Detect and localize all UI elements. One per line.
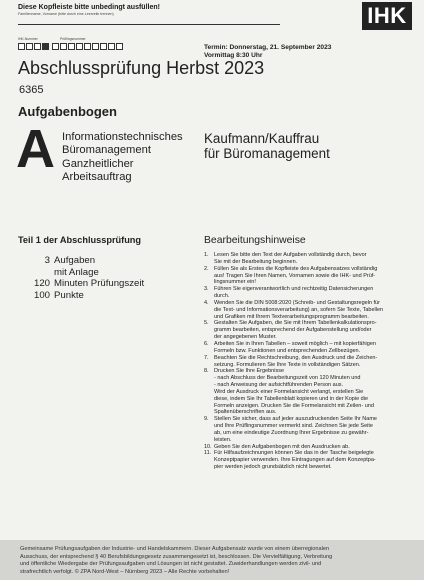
instruction-line: Spaltenüberschriften aus. (214, 409, 277, 416)
instruction-line: gramm bearbeiten, entsprechend der Aufgabenstellung und/oder (214, 327, 372, 334)
instruction-line: setzung. Formulieren Sie Ihre Texte in vollständigen Sätzen. (214, 361, 361, 368)
instruction-item (204, 444, 400, 451)
instruction-number: 3. (204, 286, 209, 293)
detail-text: mit Anlage (54, 266, 99, 278)
digit-box[interactable] (76, 43, 83, 50)
instruction-text (214, 416, 400, 443)
instruction-item (204, 320, 400, 341)
detail-number: 120 (33, 278, 50, 290)
detail-text: Aufgaben (54, 255, 96, 266)
instruction-number: 11. (204, 450, 212, 457)
detail-number: 100 (33, 289, 50, 301)
instruction-number: 2. (204, 265, 209, 272)
exam-number-label: Prüflingsnummer (60, 37, 86, 41)
instruction-line: Arbeiten Sie in Ihren Tabellen – soweit möglich – mit kopierfähigen (214, 340, 376, 347)
instruction-line: Drucken Sie Ihre Ergebnisse (214, 368, 285, 375)
instruction-number: 10. (204, 443, 212, 450)
termin-text: Termin: Donnerstag, 21. September 2023 (204, 44, 332, 51)
digit-box[interactable] (68, 43, 75, 50)
instruction-line: Für Hilfsaufzeichnungen können Sie das in der Tasche beigelegte (214, 450, 374, 457)
instruction-line: aus! Tragen Sie Ihren Namen, Vornamen sowie die IHK- und Prüf- (214, 272, 376, 279)
footer-line: Gemeinsame Prüfungsaufgaben der Industrie- und Handelskammern. Dieser Aufgabensatz wurde von einem überregionalen (20, 546, 330, 552)
instruction-item (204, 286, 400, 300)
detail-number: 3 (44, 255, 50, 266)
instructions-list (204, 252, 400, 471)
footer-line: und öffentliche Wiedergabe der Prüfungsaufgaben und Lösungen ist nicht gestattet. Zuwiderhandlungen werden zivil- und (20, 561, 322, 568)
instruction-line: leisten. (214, 436, 232, 443)
instruction-line: durch. (214, 293, 230, 300)
instruction-line: Wird der Ausdruck einer Formelansicht verlangt, erstellen Sie (214, 388, 364, 395)
instruction-line: Formeln anzeigen. Drucken Sie die Formelansicht mit Zeilen- und (214, 402, 374, 409)
detail-row (18, 278, 144, 290)
instruction-item (204, 341, 400, 355)
instruction-line: Führen Sie eigenverantwortlich und rechtzeitig Datensicherungen (214, 286, 374, 293)
digit-box[interactable] (116, 43, 123, 50)
footer-text (20, 546, 410, 576)
subject-block (62, 131, 183, 185)
digit-box[interactable] (34, 43, 41, 50)
instruction-line: pier werden jedoch grundsätzlich nicht bewertet. (214, 464, 332, 471)
aufgabenbogen-heading: Aufgabenbogen (18, 104, 117, 119)
detail-text: Punkte (54, 289, 84, 301)
teil-heading: Teil 1 der Abschlussprüfung (18, 235, 142, 245)
instruction-item (204, 355, 400, 369)
instruction-text (214, 450, 400, 471)
ihk-number-field[interactable] (18, 43, 49, 50)
subject-line: Arbeitsauftrag (62, 171, 132, 184)
instruction-line: Konzeptpapier verwenden. Ihre Eintragungen auf dem Konzeptpa- (214, 457, 376, 464)
instruction-number: 1. (204, 252, 209, 258)
instruction-item (204, 368, 400, 416)
time-text: Vormittag 8:30 Uhr (204, 52, 263, 60)
instruction-line: Beachten Sie die Rechtschreibung, den Ausdruck und die Zeichen- (214, 354, 378, 361)
instruction-line: Lesen Sie bitte den Text der Aufgaben vollständig durch, bevor (214, 252, 367, 258)
digit-box[interactable] (60, 43, 67, 50)
instruction-line: diese, indem Sie Ihr Tabellenblatt kopieren und in der Kopie die (214, 395, 368, 402)
instruction-line: Sie mit der Bearbeitung beginnen. (214, 258, 298, 265)
occupation-line: Kaufmann/Kauffrau (204, 131, 320, 146)
instruction-line: Stellen Sie sicher, dass auf jeder auszudruckenden Seite Ihr Name (214, 416, 377, 423)
digit-box[interactable] (26, 43, 33, 50)
instruction-number: 6. (204, 340, 209, 347)
instruction-text (214, 286, 400, 300)
subject-line: Ganzheitlicher (62, 157, 134, 170)
detail-number (18, 267, 54, 279)
instruction-number: 4. (204, 299, 209, 306)
instruction-text (214, 300, 400, 321)
instruction-number: 5. (204, 320, 209, 327)
instruction-text (214, 320, 400, 341)
instruction-text (214, 444, 400, 451)
instruction-line: die Text- und Informationsverarbeitung) an, sofern Sie Texte, Tabellen (214, 306, 384, 313)
footer-line: Ausschuss, der entsprechend § 40 Berufsbildungsgesetz zusammengesetzt ist, beschlossen. Die Vervielfältigung, Verbreitung (20, 553, 333, 560)
instruction-line: - nach Anweisung der aufsichtführenden Person aus. (214, 382, 344, 389)
digit-box[interactable] (108, 43, 115, 50)
ihk-logo: IHK (362, 2, 412, 30)
subject-line: Informationstechnisches (62, 131, 183, 143)
detail-text: Minuten Prüfungszeit (54, 278, 145, 290)
occupation-line: für Büromanagement (204, 146, 330, 162)
detail-row (18, 255, 144, 267)
instruction-text (214, 355, 400, 369)
instruction-line: Formeln bzw. Funktionen und entsprechenden Zellbezügen. (214, 347, 361, 354)
teil-details (18, 255, 144, 301)
instruction-line: Wenden Sie die DIN 5008:2020 (Schreib- und Gestaltungsregeln für (214, 299, 380, 306)
instruction-line: und Ihre Prüflingsnummer vermerkt sind. Zeichnen Sie jede Seite (214, 423, 373, 430)
instruction-item (204, 416, 400, 443)
instruction-text (214, 341, 400, 355)
instruction-line: - nach Abschluss der Bearbeitungszeit von 120 Minuten und (214, 375, 361, 382)
instruction-number: 9. (204, 416, 209, 423)
instruction-line: Geben Sie den Aufgabenbogen mit den Ausdrucken ab. (214, 443, 350, 450)
ihk-number-label: IHK-Nummer (18, 37, 38, 41)
part-letter: A (16, 119, 55, 179)
digit-box[interactable] (84, 43, 91, 50)
subject-line: Büromanagement (62, 144, 151, 157)
instructions-heading: Bearbeitungshinweise (204, 235, 306, 246)
instruction-text (214, 266, 400, 287)
instruction-number: 7. (204, 354, 209, 361)
digit-box[interactable] (92, 43, 99, 50)
header-instruction: Diese Kopfleiste bitte unbedingt ausfüllen! (18, 4, 160, 11)
instruction-text (214, 252, 400, 266)
instruction-item (204, 450, 400, 471)
name-field[interactable] (18, 24, 280, 25)
digit-box[interactable] (18, 43, 25, 50)
occupation-block (204, 131, 330, 162)
digit-box[interactable] (52, 43, 59, 50)
name-field-label: Familienname, Vorname (bitte durch eine Leerzeile trennen) (18, 12, 114, 16)
exam-number-field[interactable] (52, 43, 123, 50)
exam-title: Abschlussprüfung Herbst 2023 (18, 58, 265, 78)
instruction-line: lingsnummer ein! (214, 279, 256, 286)
instruction-item (204, 266, 400, 287)
digit-box[interactable] (100, 43, 107, 50)
detail-row (18, 267, 144, 279)
instruction-line: Gestalten Sie Aufgaben, die Sie mit Ihrem Tabellenkalkulationspro- (214, 320, 377, 327)
footer-line: strafrechtlich verfolgt. © ZPA Nord-West – Nürnberg 2023 – Alle Rechte vorbehalten! (20, 568, 230, 575)
instruction-text (214, 368, 400, 416)
instruction-number: 8. (204, 368, 209, 375)
instruction-line: ab, um eine eindeutige Zuordnung Ihrer Ergebnisse zu gewähr- (214, 429, 369, 436)
instruction-line: der angegebenen Muster. (214, 334, 277, 341)
detail-row (18, 290, 144, 302)
exam-code: 6365 (19, 84, 44, 96)
instruction-item (204, 252, 400, 266)
instruction-line: und Grafiken mit Ihrem Textverarbeitungsprogramm bearbeiten. (214, 313, 369, 320)
separator-box (42, 43, 49, 50)
instruction-item (204, 300, 400, 321)
instruction-line: Füllen Sie als Erstes die Kopfleiste des Aufgabensatzes vollständig (214, 265, 378, 272)
